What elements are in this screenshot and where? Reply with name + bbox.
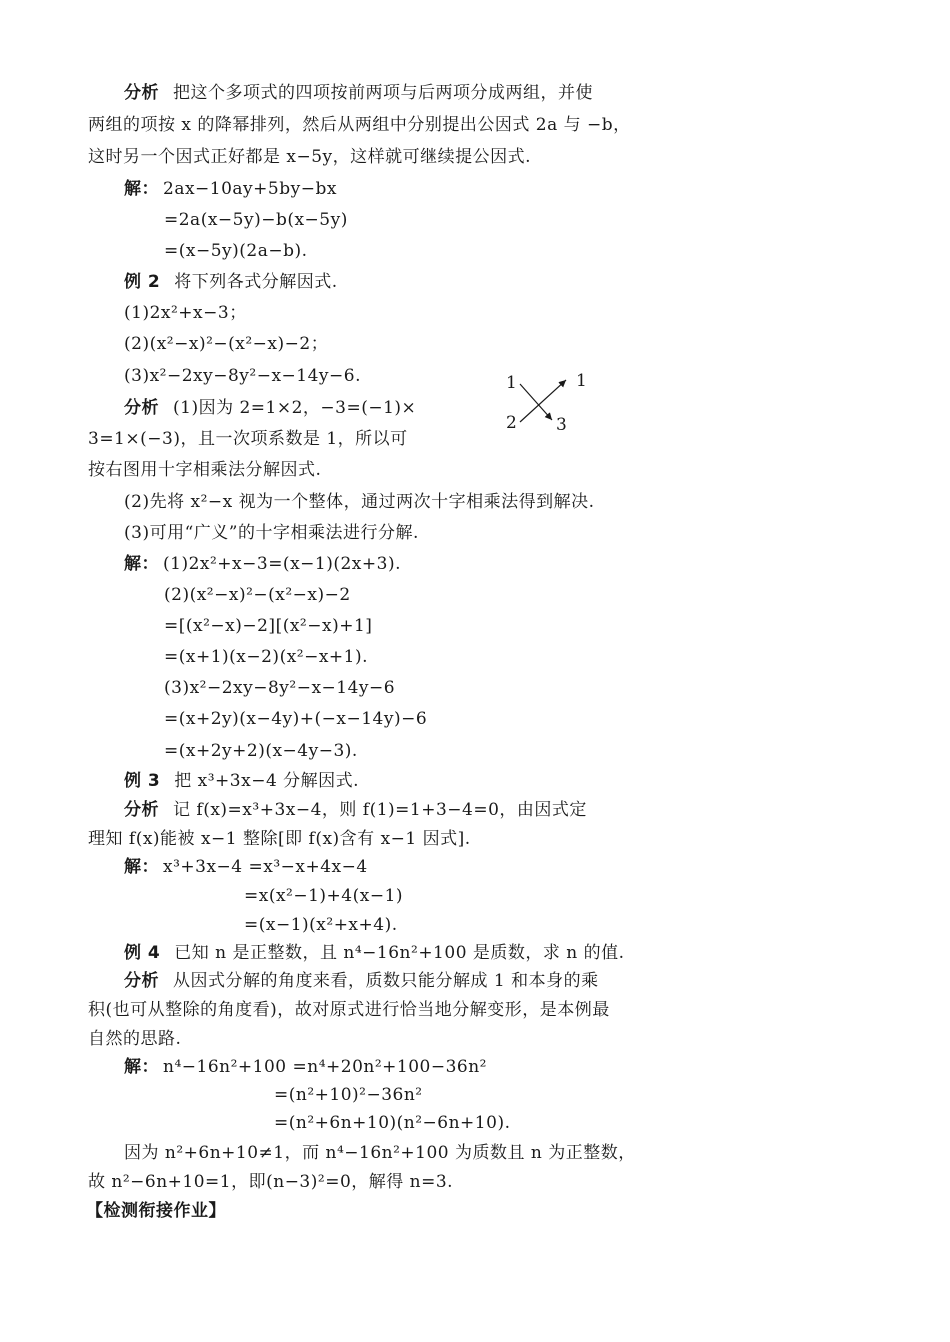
- analysis-label: 分析: [124, 83, 159, 103]
- ex4-analysis-line-2: 积(也可从整除的角度看)，故对原式进行恰当地分解变形，是本例最: [88, 1000, 610, 1020]
- cross-bottom-left: 2: [506, 413, 517, 433]
- ex4-analysis-line-3: 自然的思路.: [88, 1029, 182, 1049]
- ex2-heading: 例 2 将下列各式分解因式.: [124, 272, 338, 292]
- ex4-solution-line-2: =(n²+10)²−36n²: [274, 1085, 423, 1105]
- ex2-solution-line-7: =(x+2y+2)(x−4y−3).: [164, 741, 358, 761]
- ex2-item-3: (3)x²−2xy−8y²−x−14y−6.: [124, 366, 361, 386]
- ex4-conclusion-line-2: 故 n²−6n+10=1，即(n−3)²=0，解得 n=3.: [88, 1172, 454, 1192]
- ex2-analysis-line-1: 分析 (1)因为 2=1×2，−3=(−1)×: [124, 398, 417, 418]
- example-label: 例 3: [124, 771, 161, 791]
- ex3-analysis-line-1: 分析 记 f(x)=x³+3x−4，则 f(1)=1+3−4=0，由因式定: [124, 800, 587, 820]
- cross-line-down: [520, 384, 552, 420]
- ex3-analysis-line-2: 理知 f(x)能被 x−1 整除[即 f(x)含有 x−1 因式].: [88, 829, 471, 849]
- ex1-analysis-line-2: 两组的项按 x 的降幂排列，然后从两组中分别提出公因式 2a 与 −b，: [88, 115, 631, 135]
- ex4-solution-line-1: 解： n⁴−16n²+100 =n⁴+20n²+100−36n²: [124, 1057, 487, 1077]
- ex2-solution-line-5: (3)x²−2xy−8y²−x−14y−6: [164, 678, 396, 698]
- ex2-solution-line-1: 解： (1)2x²+x−3=(x−1)(2x+3).: [124, 554, 401, 574]
- ex2-analysis-line-2: 3=1×(−3)，且一次项系数是 1，所以可: [88, 429, 408, 449]
- cross-multiplication-diagram: [500, 368, 600, 438]
- analysis-label: 分析: [124, 971, 159, 991]
- example-label: 例 2: [124, 272, 161, 292]
- solution-label: 解：: [124, 1057, 159, 1077]
- ex2-solution-line-6: =(x+2y)(x−4y)+(−x−14y)−6: [164, 709, 428, 729]
- ex4-analysis-line-1: 分析 从因式分解的角度来看，质数只能分解成 1 和本身的乘: [124, 971, 599, 991]
- analysis-label: 分析: [124, 398, 159, 418]
- ex2-solution-line-3: =[(x²−x)−2][(x²−x)+1]: [164, 616, 373, 636]
- solution-label: 解：: [124, 554, 159, 574]
- ex2-analysis-line-5: (3)可用“广义”的十字相乘法进行分解.: [124, 523, 419, 543]
- ex4-solution-line-3: =(n²+6n+10)(n²−6n+10).: [274, 1113, 511, 1133]
- ex1-solution-line-3: =(x−5y)(2a−b).: [164, 241, 308, 261]
- cross-bottom-right: 3: [556, 415, 567, 435]
- ex3-solution-line-2: =x(x²−1)+4(x−1): [244, 886, 404, 906]
- ex2-analysis-line-4: (2)先将 x²−x 视为一个整体，通过两次十字相乘法得到解决.: [124, 492, 595, 512]
- ex2-item-2: (2)(x²−x)²−(x²−x)−2；: [124, 334, 329, 354]
- ex1-solution-line-1: 解： 2ax−10ay+5by−bx: [124, 179, 337, 199]
- example-label: 例 4: [124, 943, 161, 963]
- ex2-analysis-line-3: 按右图用十字相乘法分解因式.: [88, 460, 322, 480]
- ex2-solution-line-4: =(x+1)(x−2)(x²−x+1).: [164, 647, 369, 667]
- section-heading: 【检测衔接作业】: [86, 1201, 226, 1221]
- ex1-solution-line-2: =2a(x−5y)−b(x−5y): [164, 210, 348, 230]
- analysis-label: 分析: [124, 800, 159, 820]
- ex3-solution-line-3: =(x−1)(x²+x+4).: [244, 915, 398, 935]
- ex3-solution-line-1: 解： x³+3x−4 =x³−x+4x−4: [124, 857, 368, 877]
- ex4-heading: 例 4 已知 n 是正整数，且 n⁴−16n²+100 是质数，求 n 的值.: [124, 943, 625, 963]
- ex3-heading: 例 3 把 x³+3x−4 分解因式.: [124, 771, 360, 791]
- ex2-item-1: (1)2x²+x−3；: [124, 303, 247, 323]
- cross-top-right: 1: [576, 371, 587, 391]
- solution-label: 解：: [124, 179, 159, 199]
- ex1-analysis-line-1: 分析 把这个多项式的四项按前两项与后两项分成两组，并使: [124, 83, 593, 103]
- ex1-analysis-line-3: 这时另一个因式正好都是 x−5y，这样就可继续提公因式.: [88, 147, 532, 167]
- ex4-conclusion-line-1: 因为 n²+6n+10≠1，而 n⁴−16n²+100 为质数且 n 为正整数，: [124, 1143, 636, 1163]
- cross-top-left: 1: [506, 373, 517, 393]
- ex2-solution-line-2: (2)(x²−x)²−(x²−x)−2: [164, 585, 351, 605]
- solution-label: 解：: [124, 857, 159, 877]
